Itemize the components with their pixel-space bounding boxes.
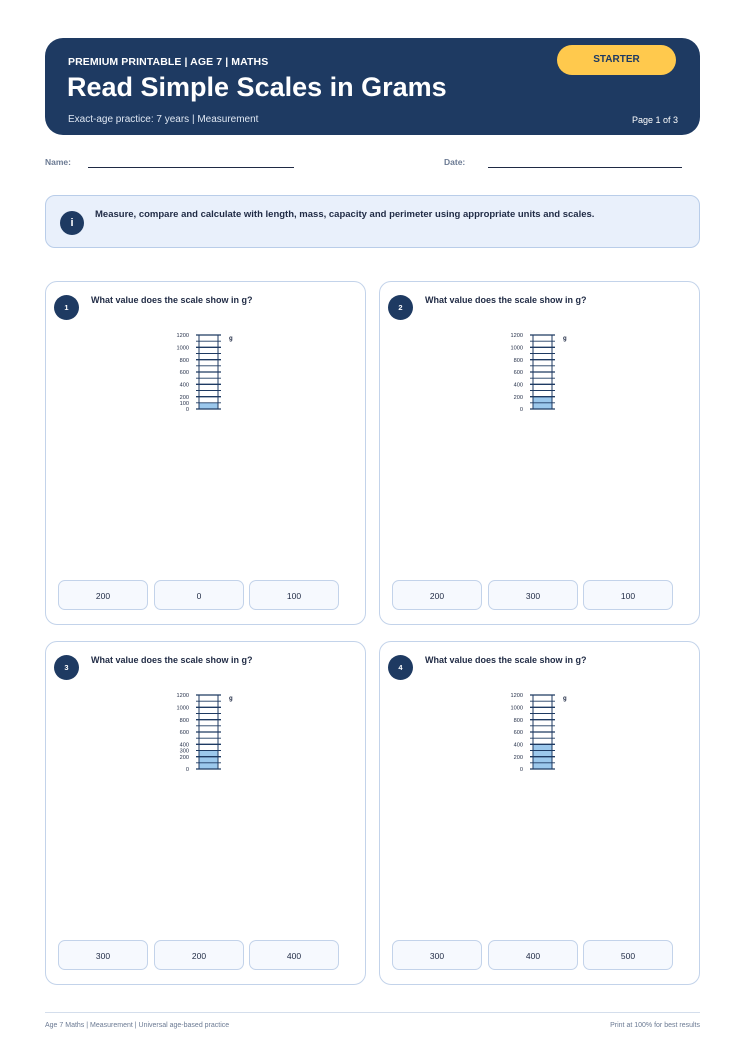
question-text: What value does the scale show in g?: [425, 655, 587, 665]
question-number: 3: [54, 655, 79, 680]
question-text: What value does the scale show in g?: [91, 295, 253, 305]
scale-tick-label: 0: [185, 767, 189, 774]
scale-tick-label: 600: [179, 370, 189, 377]
worksheet-header: [45, 38, 700, 135]
scale-tick-label: 400: [179, 382, 189, 389]
footer-text: Age 7 Maths | Measurement | Universal age-based practice: [45, 1022, 230, 1029]
scale-tick-label: 600: [179, 730, 189, 737]
info-icon: i: [60, 211, 84, 235]
answer-option[interactable]: 200: [392, 580, 482, 610]
date-field[interactable]: [488, 167, 682, 168]
scale-unit-label: g: [563, 696, 567, 702]
question-text: What value does the scale show in g?: [91, 655, 253, 665]
answer-option[interactable]: 300: [488, 580, 578, 610]
scale-unit-label: g: [563, 336, 567, 342]
question-number: 1: [54, 295, 79, 320]
scale-tick-label: 800: [513, 357, 523, 364]
scale-tick-label: 200: [179, 754, 189, 761]
scale-tick-label: 200: [179, 394, 189, 401]
date-label: Date:: [444, 157, 466, 167]
scale-tick-label: 600: [513, 730, 523, 737]
name-field[interactable]: [88, 167, 294, 168]
scale-tick-label: 400: [179, 742, 189, 749]
scale-tick-label: 300: [179, 748, 189, 755]
question-card: [45, 281, 366, 625]
scale-fill-level: [199, 751, 218, 770]
scale-tick-label: 400: [513, 382, 523, 389]
scale-tick-label: 0: [185, 407, 189, 414]
answer-option[interactable]: 200: [154, 940, 244, 970]
scale-tick-label: 1200: [510, 693, 523, 700]
scale-fill-level: [199, 403, 218, 409]
scale-tick-label: 0: [519, 767, 523, 774]
scale-tick-label: 800: [179, 357, 189, 364]
scale-tick-label: 1000: [176, 705, 189, 712]
scale-tick-label: 1200: [176, 693, 189, 700]
scale-tick-label: 1200: [176, 333, 189, 340]
question-text: What value does the scale show in g?: [425, 295, 587, 305]
scale-diagram: [46, 282, 367, 422]
scale-diagram: [46, 642, 367, 782]
scale-tick-label: 1000: [510, 705, 523, 712]
question-card: [379, 641, 700, 985]
answer-option[interactable]: 300: [58, 940, 148, 970]
answer-option[interactable]: 400: [488, 940, 578, 970]
info-box: [45, 195, 700, 248]
scale-tick-label: 1200: [510, 333, 523, 340]
page-title: Read Simple Scales in Grams: [67, 72, 447, 102]
scale-tick-label: 200: [513, 394, 523, 401]
answer-option[interactable]: 100: [249, 580, 339, 610]
question-card: [379, 281, 700, 625]
scale-diagram: [380, 642, 701, 782]
page-indicator: Page 1 of 3: [631, 115, 678, 125]
scale-tick-label: 200: [513, 754, 523, 761]
info-text: Measure, compare and calculate with length, mass, capacity and perimeter using appropriate units and scales.: [95, 209, 595, 220]
scale-diagram: [380, 282, 701, 422]
answer-option[interactable]: 300: [392, 940, 482, 970]
answer-option[interactable]: 100: [583, 580, 673, 610]
scale-tick-label: 100: [179, 401, 189, 408]
question-number: 2: [388, 295, 413, 320]
scale-tick-label: 600: [513, 370, 523, 377]
level-badge: STARTER: [557, 45, 676, 75]
scale-tick-label: 0: [519, 407, 523, 414]
answer-option[interactable]: 500: [583, 940, 673, 970]
scale-tick-label: 1000: [510, 345, 523, 352]
question-number: 4: [388, 655, 413, 680]
answer-option[interactable]: 200: [58, 580, 148, 610]
answer-option[interactable]: 0: [154, 580, 244, 610]
name-label: Name:: [45, 157, 71, 167]
header-kicker: PREMIUM PRINTABLE | AGE 7 | MATHS: [68, 56, 269, 68]
scale-tick-label: 400: [513, 742, 523, 749]
scale-tick-label: 800: [179, 717, 189, 724]
scale-tick-label: 800: [513, 717, 523, 724]
scale-tick-label: 1000: [176, 345, 189, 352]
scale-unit-label: g: [229, 336, 233, 342]
header-subtitle: Exact-age practice: 7 years | Measurement: [68, 114, 259, 125]
footer-print-note: Print at 100% for best results: [610, 1022, 700, 1029]
footer-divider: [45, 1012, 700, 1013]
scale-unit-label: g: [229, 696, 233, 702]
answer-option[interactable]: 400: [249, 940, 339, 970]
question-card: [45, 641, 366, 985]
